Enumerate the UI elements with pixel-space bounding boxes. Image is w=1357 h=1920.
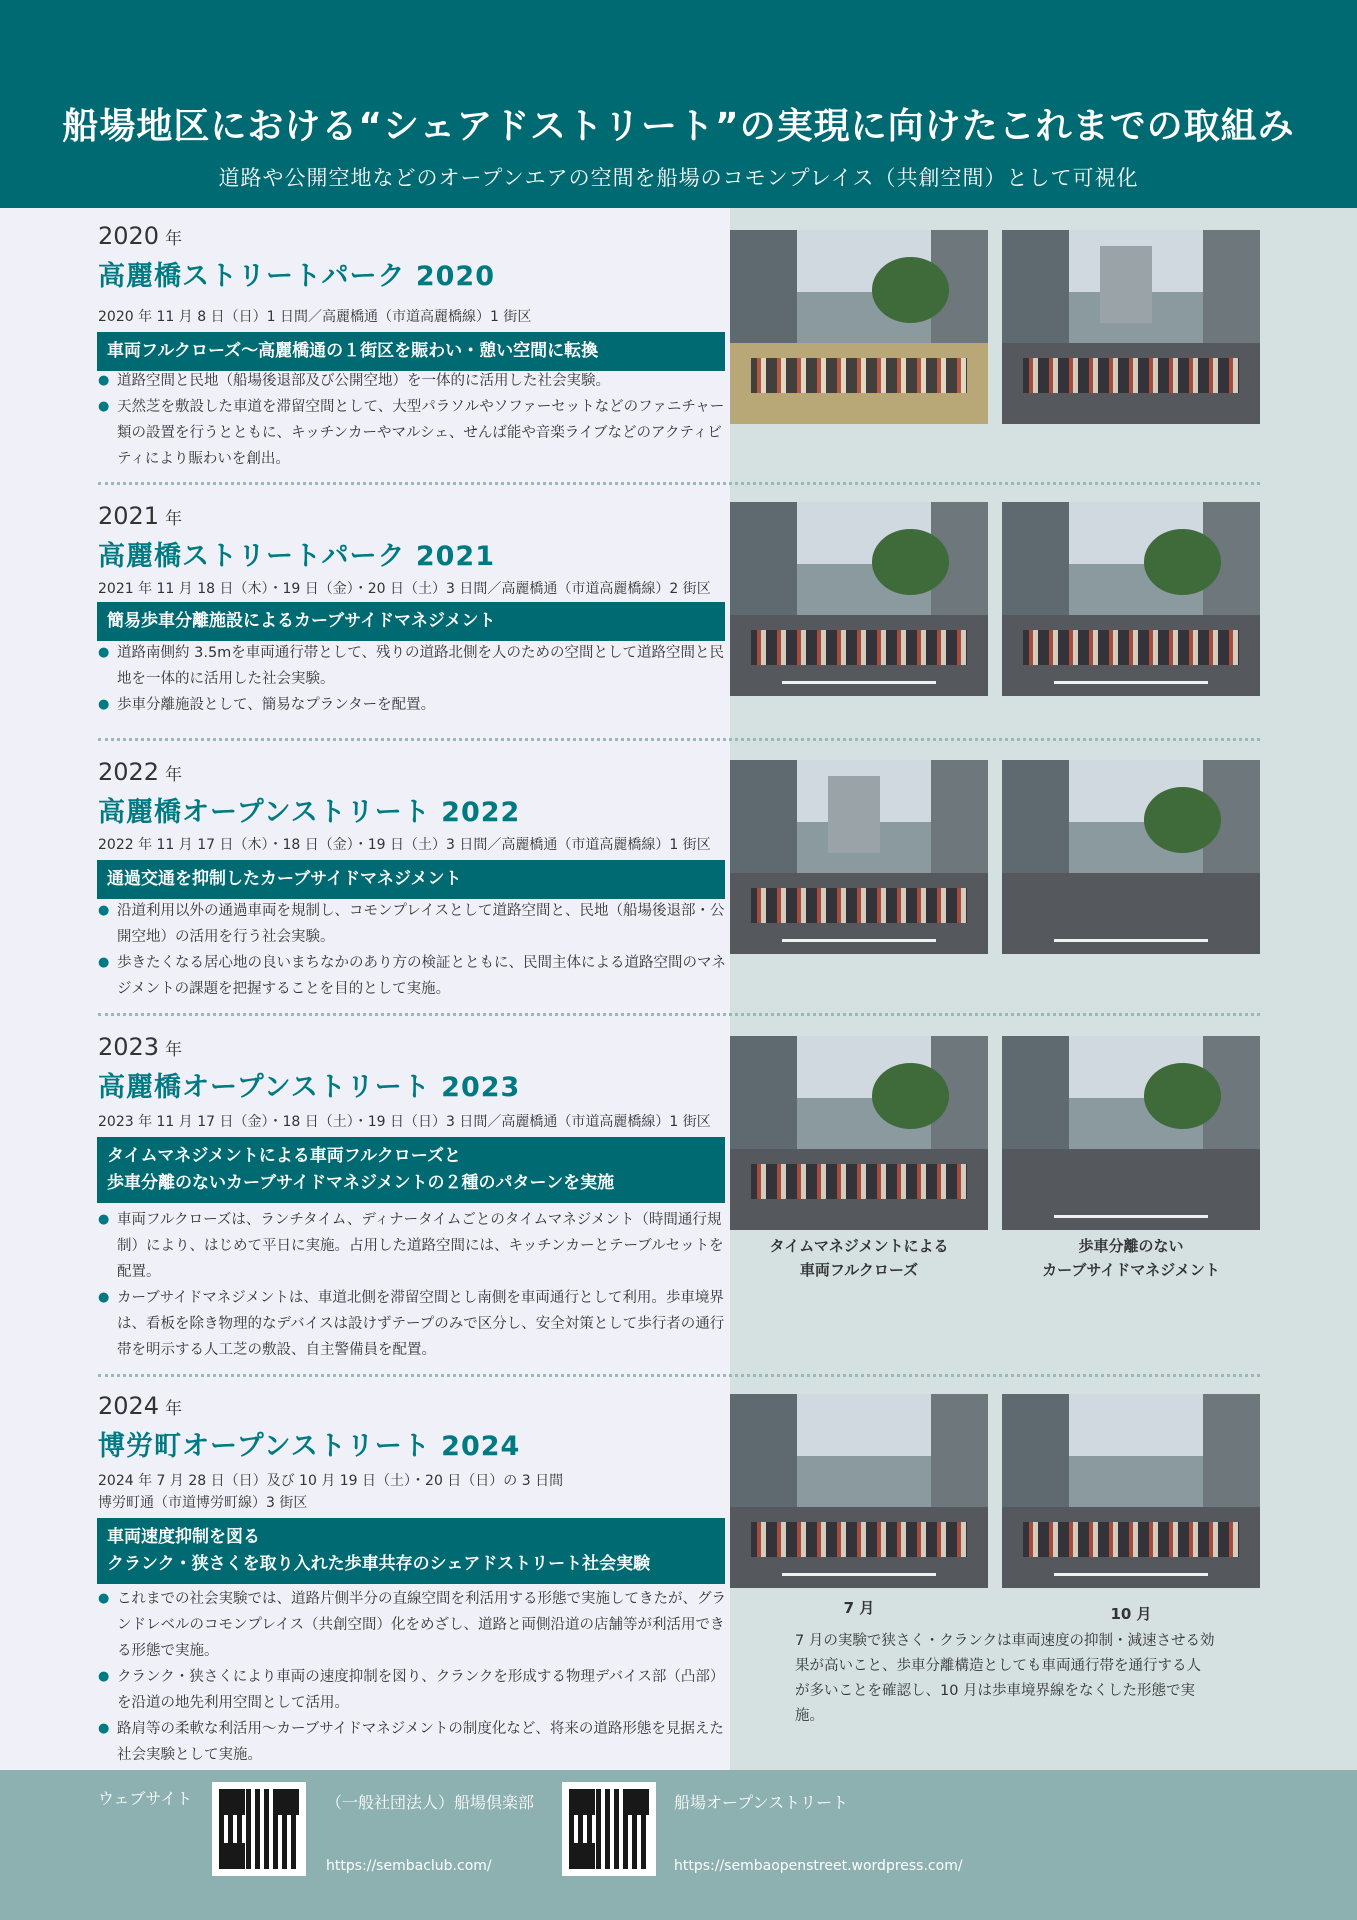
section-title: 高麗橋オープンストリート 2022 — [98, 797, 521, 828]
bullet-item: ● 沿道利用以外の通過車両を規制し、コモンプレイスとして道路空間と、民地（船場後退部・公開空地）の活用を行う社会実験。 — [98, 898, 726, 950]
org1-url-link[interactable]: https://sembaclub.com/ — [326, 1858, 492, 1874]
section-title: 高麗橋ストリートパーク 2020 — [98, 261, 496, 292]
section-band: 通過交通を抑制したカーブサイドマネジメント — [97, 860, 725, 899]
section-title: 高麗橋ストリートパーク 2021 — [98, 541, 496, 572]
section-date: 2020 年 11 月 8 日（日）1 日間／高麗橋通（市道高麗橋線）1 街区 — [98, 309, 532, 325]
section-2022 — [0, 738, 730, 1013]
photo-caption-october: 10 月 — [1110, 1605, 1152, 1623]
section-note: 7 月の実験で狭さく・クランクは車両速度の抑制・減速させる効果が高いこと、歩車分離構造としても車両通行帯を通行する人が多いことを確認し、10 月は歩車境界線をなくした形態で実施。 — [795, 1633, 1215, 1724]
section-bullets — [98, 898, 726, 1002]
section-bullets — [98, 640, 726, 718]
header — [0, 0, 1357, 208]
section-bullets — [98, 1586, 726, 1768]
section-band: 車両フルクローズ〜高麗橋通の１街区を賑わい・憩い空間に転換 — [97, 332, 725, 371]
photo-2024-october — [1002, 1394, 1260, 1588]
bullet-item: ● 路肩等の柔軟な利活用〜カーブサイドマネジメントの制度化など、将来の道路形態を見据えた社会実験として実施。 — [98, 1716, 726, 1768]
section-2021 — [0, 482, 730, 737]
photo-caption: 歩車分離のない カーブサイドマネジメント — [1042, 1237, 1220, 1279]
page-subtitle: 道路や公開空地などのオープンエアの空間を船場のコモンプレイス（共創空間）として可視化 — [218, 166, 1139, 190]
qr-code-sembaopenstreet[interactable] — [562, 1782, 656, 1876]
org2-name: 船場オープンストリート — [674, 1793, 849, 1812]
website-label: ウェブサイト — [98, 1789, 193, 1808]
photo-2021-1 — [730, 502, 988, 696]
bullet-item: ● 歩きたくなる居心地の良いまちなかのあり方の検証とともに、民間主体による道路空間のマネジメントの課題を把握することを目的として実施。 — [98, 950, 726, 1002]
photo-2022-1 — [730, 760, 988, 954]
section-band: 車両速度抑制を図る クランク・狭さくを取り入れた歩車共存のシェアドストリート社会実験 — [97, 1518, 725, 1584]
section-date: 2024 年 7 月 28 日（日）及び 10 月 19 日（土）・20 日（日）の 3 日間 — [98, 1473, 564, 1489]
bullet-item: ● 車両フルクローズは、ランチタイム、ディナータイムごとのタイムマネジメント（時間通行規制）により、はじめて平日に実施。占用した道路空間には、キッチンカーとテーブルセットを配置。 — [98, 1207, 726, 1285]
photo-2021-2 — [1002, 502, 1260, 696]
photo-2022-2 — [1002, 760, 1260, 954]
qr-code-sembaclub[interactable] — [212, 1782, 306, 1876]
photo-caption-july: 7 月 — [843, 1599, 875, 1617]
bullet-item: ● 道路南側約 3.5mを車両通行帯として、残りの道路北側を人のための空間として道路空間と民地を一体的に活用した社会実験。 — [98, 640, 726, 692]
bullet-item: ● 天然芝を敷設した車道を滞留空間として、大型パラソルやソファーセットなどのファニチャー類の設置を行うとともに、キッチンカーやマルシェ、せんば能や音楽ライブなどのアクティビティにより賑わいを創出。 — [98, 394, 726, 472]
photo-caption: タイムマネジメントによる 車両フルクローズ — [769, 1237, 949, 1279]
section-date: 2021 年 11 月 18 日（木）・19 日（金）・20 日（土）3 日間／高麗橋通（市道高麗橋線）2 街区 — [98, 581, 711, 597]
section-title: 高麗橋オープンストリート 2023 — [98, 1072, 521, 1103]
section-2020 — [0, 208, 730, 480]
page-title: 船場地区における“シェアドストリート”の実現に向けたこれまでの取組み — [62, 106, 1295, 147]
bullet-item: ● 道路空間と民地（船場後退部及び公開空地）を一体的に活用した社会実験。 — [98, 368, 726, 394]
section-band: 簡易歩車分離施設によるカーブサイドマネジメント — [97, 602, 725, 641]
section-title: 博労町オープンストリート 2024 — [98, 1431, 521, 1462]
section-date: 2022 年 11 月 17 日（木）・18 日（金）・19 日（土）3 日間／高麗橋通（市道高麗橋線）1 街区 — [98, 837, 711, 853]
photo-2024-july — [730, 1394, 988, 1588]
footer — [0, 1770, 1357, 1920]
bullet-item: ● クランク・狭さくにより車両の速度抑制を図り、クランクを形成する物理デバイス部（凸部）を沿道の地先利用空間として活用。 — [98, 1664, 726, 1716]
bullet-item: ● カーブサイドマネジメントは、車道北側を滞留空間とし南側を車両通行として利用。歩車境界は、看板を除き物理的なデバイスは設けずテープのみで区分し、安全対策として歩行者の通行帯を明示する人工芝の敷設、自主警備員を配置。 — [98, 1285, 726, 1363]
section-2023 — [0, 1013, 730, 1373]
section-band: タイムマネジメントによる車両フルクローズと 歩車分離のないカーブサイドマネジメントの２種のパターンを実施 — [97, 1137, 725, 1203]
section-date: 2023 年 11 月 17 日（金）・18 日（土）・19 日（日）3 日間／高麗橋通（市道高麗橋線）1 街区 — [98, 1114, 711, 1130]
section-year: 2024 年 — [98, 1392, 183, 1420]
section-year: 2022 年 — [98, 758, 183, 786]
section-year: 2020 年 — [98, 222, 183, 250]
org1-name: （一般社団法人）船場倶楽部 — [326, 1793, 535, 1812]
section-year: 2021 年 — [98, 502, 183, 530]
section-bullets — [98, 368, 726, 472]
photo-2020-2 — [1002, 230, 1260, 424]
org2-url-link[interactable]: https://sembaopenstreet.wordpress.com/ — [674, 1858, 963, 1874]
photo-2023-1 — [730, 1036, 988, 1230]
section-2024 — [0, 1374, 730, 1770]
bullet-item: ● これまでの社会実験では、道路片側半分の直線空間を利活用する形態で実施してきたが、グランドレベルのコモンプレイス（共創空間）化をめざし、道路と両側沿道の店舗等が利活用できる形態で実施。 — [98, 1586, 726, 1664]
section-date-line2: 博労町通（市道博労町線）3 街区 — [98, 1495, 308, 1511]
photo-2020-1 — [730, 230, 988, 424]
section-year: 2023 年 — [98, 1033, 183, 1061]
photo-2023-2 — [1002, 1036, 1260, 1230]
bullet-item: ● 歩車分離施設として、簡易なプランターを配置。 — [98, 692, 726, 718]
section-bullets — [98, 1207, 726, 1363]
